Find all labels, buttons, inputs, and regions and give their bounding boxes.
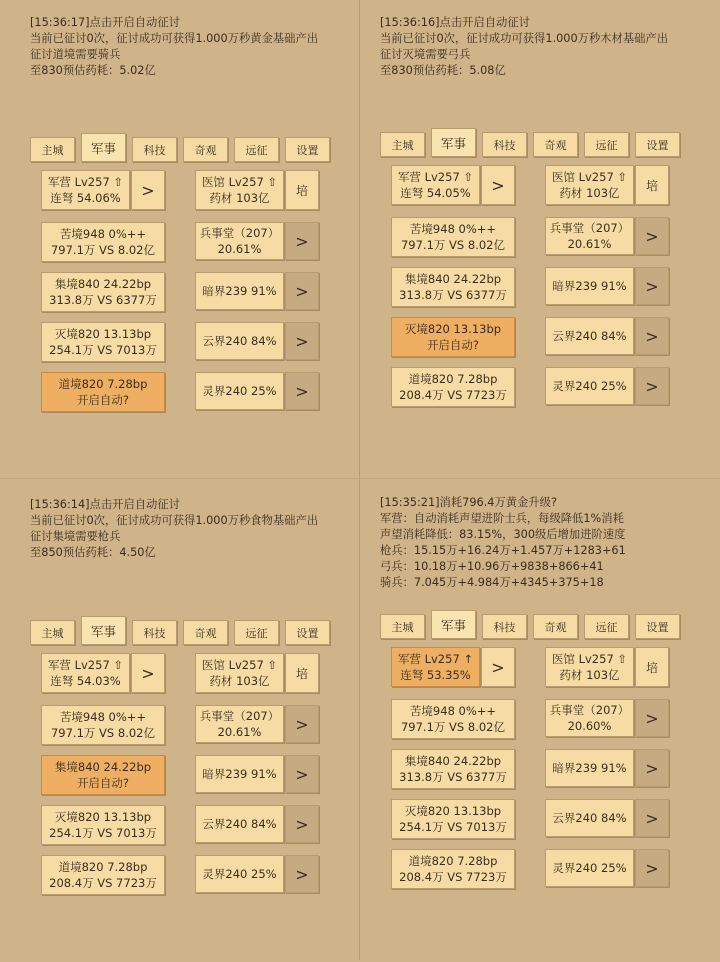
log-line: 征讨道境需要骑兵: [30, 48, 121, 61]
realm-name: 集境840 24.22bp: [54, 760, 152, 774]
right-item-2[interactable]: [545, 749, 634, 787]
log-line: 弓兵：10.18万+10.96万+9838+866+41: [380, 560, 604, 573]
tab-0[interactable]: 主城: [30, 620, 75, 645]
realm-button-1[interactable]: [391, 699, 515, 739]
tab-bar: [30, 620, 336, 645]
realm-name: 苦境948 0%++: [409, 704, 497, 718]
barracks-level: 军营 Lv257 ⇧: [47, 658, 124, 672]
realm-button-4[interactable]: [41, 855, 165, 895]
right-item-2[interactable]: [195, 755, 284, 793]
realm-button-3[interactable]: [391, 317, 515, 357]
realm-button-4[interactable]: [391, 367, 515, 407]
barracks-progress: 连弩 54.06%: [50, 191, 121, 205]
right-item-arrow-button[interactable]: >: [635, 317, 669, 355]
right-item-title: 兵事堂（207）: [549, 703, 630, 717]
tab-4[interactable]: 远征: [584, 132, 629, 157]
tab-4[interactable]: 远征: [584, 614, 629, 639]
right-item-arrow-button[interactable]: >: [635, 849, 669, 887]
right-item-title: 云界240 84%: [552, 811, 627, 825]
right-item-1[interactable]: [545, 699, 634, 737]
right-item-1[interactable]: [195, 705, 284, 743]
realm-stats: 313.8万 VS 6377万: [399, 288, 507, 302]
train-button[interactable]: 培: [285, 170, 319, 210]
game-panel-3: [0, 482, 360, 962]
clinic-button[interactable]: [195, 170, 284, 210]
tab-1[interactable]: 军事: [431, 610, 476, 639]
right-item-title: 兵事堂（207）: [199, 226, 280, 240]
realm-button-3[interactable]: [41, 322, 165, 362]
tab-5[interactable]: 设置: [285, 137, 330, 162]
log-line: [15:36:16]点击开启自动征讨: [380, 16, 530, 29]
right-item-2[interactable]: [195, 272, 284, 310]
right-item-3[interactable]: [545, 799, 634, 837]
right-item-value: 20.61%: [217, 242, 262, 256]
realm-name: 灭境820 13.13bp: [54, 327, 152, 341]
right-item-title: 云界240 84%: [552, 329, 627, 343]
realm-stats: 208.4万 VS 7723万: [49, 876, 157, 890]
barracks-level: 军营 Lv257 ⇧: [397, 170, 474, 184]
right-item-title: 灵界240 25%: [552, 861, 627, 875]
clinic-level: 医馆 Lv257 ⇧: [201, 658, 278, 672]
realm-button-2[interactable]: [41, 272, 165, 312]
realm-stats: 208.4万 VS 7723万: [399, 388, 507, 402]
realm-stats: 797.1万 VS 8.02亿: [50, 243, 155, 257]
tab-3[interactable]: 奇观: [183, 137, 228, 162]
right-item-title: 灵界240 25%: [552, 379, 627, 393]
realm-button-4[interactable]: [391, 849, 515, 889]
tab-0[interactable]: 主城: [30, 137, 75, 162]
clinic-level: 医馆 Lv257 ⇧: [201, 175, 278, 189]
log-line: [15:36:17]点击开启自动征讨: [30, 16, 180, 29]
tab-3[interactable]: 奇观: [183, 620, 228, 645]
right-item-title: 云界240 84%: [202, 817, 277, 831]
log-line: 声望消耗降低：83.15%，300级后增加进阶速度: [380, 528, 626, 541]
right-item-4[interactable]: [195, 372, 284, 410]
realm-stats: 开启自动?: [76, 776, 130, 790]
realm-button-1[interactable]: [391, 217, 515, 257]
right-item-value: 20.61%: [217, 725, 262, 739]
realm-button-3[interactable]: [41, 805, 165, 845]
tab-3[interactable]: 奇观: [533, 132, 578, 157]
right-item-arrow-button[interactable]: >: [285, 805, 319, 843]
right-item-title: 灵界240 25%: [202, 384, 277, 398]
tab-2[interactable]: 科技: [482, 132, 527, 157]
log-line: 至830预估药耗：5.08亿: [380, 64, 506, 77]
barracks-progress: 连弩 53.35%: [400, 668, 471, 682]
right-item-arrow-button[interactable]: >: [285, 705, 319, 743]
right-item-arrow-button[interactable]: >: [635, 749, 669, 787]
right-item-arrow-button[interactable]: >: [285, 272, 319, 310]
realm-stats: 开启自动?: [76, 393, 130, 407]
realm-name: 集境840 24.22bp: [404, 272, 502, 286]
realm-button-1[interactable]: [41, 705, 165, 745]
tab-bar: [380, 614, 686, 639]
right-item-title: 兵事堂（207）: [199, 709, 280, 723]
barracks-button[interactable]: [41, 170, 130, 210]
tab-5[interactable]: 设置: [635, 132, 680, 157]
train-button[interactable]: 培: [285, 653, 319, 693]
log-line: 骑兵：7.045万+4.984万+4345+375+18: [380, 576, 604, 589]
clinic-herbs: 药材 103亿: [559, 668, 620, 682]
right-item-value: 20.60%: [567, 719, 612, 733]
tab-1[interactable]: 军事: [81, 133, 126, 162]
tab-5[interactable]: 设置: [285, 620, 330, 645]
right-item-1[interactable]: [545, 217, 634, 255]
right-item-arrow-button[interactable]: >: [285, 322, 319, 360]
tab-2[interactable]: 科技: [482, 614, 527, 639]
realm-name: 苦境948 0%++: [59, 227, 147, 241]
barracks-progress: 连弩 54.05%: [400, 186, 471, 200]
game-panel-4: [350, 480, 710, 960]
clinic-level: 医馆 Lv257 ⇧: [551, 170, 628, 184]
tab-1[interactable]: 军事: [431, 128, 476, 157]
realm-name: 道境820 7.28bp: [58, 860, 148, 874]
realm-name: 灭境820 13.13bp: [404, 804, 502, 818]
barracks-level: 军营 Lv257 ⇧: [47, 175, 124, 189]
log-line: 当前已征讨0次，征讨成功可获得1.000万秒黄金基础产出: [30, 32, 319, 45]
log-line: 当前已征讨0次，征讨成功可获得1.000万秒木材基础产出: [380, 32, 669, 45]
tab-bar: [30, 137, 336, 162]
tab-5[interactable]: 设置: [635, 614, 680, 639]
realm-button-2[interactable]: [41, 755, 165, 795]
right-item-4[interactable]: [195, 855, 284, 893]
realm-stats: 797.1万 VS 8.02亿: [400, 720, 505, 734]
right-item-arrow-button[interactable]: >: [635, 217, 669, 255]
realm-stats: 254.1万 VS 7013万: [399, 820, 507, 834]
right-item-arrow-button[interactable]: >: [285, 372, 319, 410]
realm-stats: 254.1万 VS 7013万: [49, 343, 157, 357]
realm-stats: 797.1万 VS 8.02亿: [50, 726, 155, 740]
right-item-value: 20.61%: [567, 237, 612, 251]
clinic-button[interactable]: [195, 653, 284, 693]
clinic-button[interactable]: [545, 647, 634, 687]
tab-4[interactable]: 远征: [234, 620, 279, 645]
log-line: 军营：自动消耗声望进阶士兵，每级降低1%消耗: [380, 512, 624, 525]
barracks-level: 军营 Lv257 ↑: [397, 652, 474, 666]
right-item-title: 暗界239 91%: [552, 761, 627, 775]
realm-button-1[interactable]: [41, 222, 165, 262]
right-item-arrow-button[interactable]: >: [635, 699, 669, 737]
log-line: 枪兵：15.15万+16.24万+1.457万+1283+61: [380, 544, 626, 557]
barracks-arrow-button[interactable]: >: [131, 653, 165, 693]
realm-name: 苦境948 0%++: [409, 222, 497, 236]
realm-stats: 254.1万 VS 7013万: [49, 826, 157, 840]
train-button[interactable]: 培: [635, 647, 669, 687]
train-button[interactable]: 培: [635, 165, 669, 205]
right-item-arrow-button[interactable]: >: [285, 755, 319, 793]
right-item-arrow-button[interactable]: >: [285, 222, 319, 260]
clinic-herbs: 药材 103亿: [559, 186, 620, 200]
realm-name: 集境840 24.22bp: [54, 277, 152, 291]
barracks-arrow-button[interactable]: >: [481, 165, 515, 205]
right-item-arrow-button[interactable]: >: [635, 799, 669, 837]
realm-name: 集境840 24.22bp: [404, 754, 502, 768]
right-item-title: 兵事堂（207）: [549, 221, 630, 235]
tab-2[interactable]: 科技: [132, 620, 177, 645]
right-item-1[interactable]: [195, 222, 284, 260]
barracks-arrow-button[interactable]: >: [131, 170, 165, 210]
realm-stats: 开启自动?: [426, 338, 480, 352]
realm-button-4[interactable]: [41, 372, 165, 412]
right-item-4[interactable]: [545, 849, 634, 887]
tab-4[interactable]: 远征: [234, 137, 279, 162]
right-item-3[interactable]: [195, 805, 284, 843]
right-item-arrow-button[interactable]: >: [635, 267, 669, 305]
realm-name: 灭境820 13.13bp: [404, 322, 502, 336]
realm-button-3[interactable]: [391, 799, 515, 839]
realm-stats: 313.8万 VS 6377万: [399, 770, 507, 784]
right-item-3[interactable]: [545, 317, 634, 355]
log-message: [30, 15, 318, 79]
clinic-level: 医馆 Lv257 ⇧: [551, 652, 628, 666]
tab-1[interactable]: 军事: [81, 616, 126, 645]
log-message: [380, 15, 668, 79]
realm-name: 苦境948 0%++: [59, 710, 147, 724]
log-line: 至850预估药耗：4.50亿: [30, 546, 156, 559]
right-item-title: 暗界239 91%: [202, 767, 277, 781]
barracks-button[interactable]: [41, 653, 130, 693]
right-item-title: 云界240 84%: [202, 334, 277, 348]
log-line: [15:36:14]点击开启自动征讨: [30, 498, 180, 511]
right-item-title: 灵界240 25%: [202, 867, 277, 881]
realm-name: 道境820 7.28bp: [58, 377, 148, 391]
right-item-4[interactable]: [545, 367, 634, 405]
right-item-title: 暗界239 91%: [202, 284, 277, 298]
barracks-button[interactable]: [391, 647, 480, 687]
right-item-title: 暗界239 91%: [552, 279, 627, 293]
right-item-arrow-button[interactable]: >: [285, 855, 319, 893]
realm-stats: 208.4万 VS 7723万: [399, 870, 507, 884]
clinic-herbs: 药材 103亿: [209, 674, 270, 688]
game-panel-2: [350, 0, 710, 480]
log-line: 征讨集境需要枪兵: [30, 530, 121, 543]
log-message: [380, 495, 626, 591]
tab-bar: [380, 132, 686, 157]
clinic-button[interactable]: [545, 165, 634, 205]
tab-0[interactable]: 主城: [380, 614, 425, 639]
realm-name: 道境820 7.28bp: [408, 372, 498, 386]
log-line: 征讨灭境需要弓兵: [380, 48, 471, 61]
barracks-button[interactable]: [391, 165, 480, 205]
right-item-3[interactable]: [195, 322, 284, 360]
realm-button-2[interactable]: [391, 267, 515, 307]
log-line: 当前已征讨0次，征讨成功可获得1.000万秒食物基础产出: [30, 514, 319, 527]
tab-3[interactable]: 奇观: [533, 614, 578, 639]
realm-stats: 313.8万 VS 6377万: [49, 293, 157, 307]
realm-name: 道境820 7.28bp: [408, 854, 498, 868]
tab-2[interactable]: 科技: [132, 137, 177, 162]
log-line: [15:35:21]消耗796.4万黄金升级?: [380, 496, 557, 509]
realm-stats: 797.1万 VS 8.02亿: [400, 238, 505, 252]
log-message: [30, 497, 318, 561]
realm-button-2[interactable]: [391, 749, 515, 789]
clinic-herbs: 药材 103亿: [209, 191, 270, 205]
realm-name: 灭境820 13.13bp: [54, 810, 152, 824]
right-item-arrow-button[interactable]: >: [635, 367, 669, 405]
log-line: 至830预估药耗：5.02亿: [30, 64, 156, 77]
tab-0[interactable]: 主城: [380, 132, 425, 157]
game-panel-1: [0, 0, 360, 480]
barracks-progress: 连弩 54.03%: [50, 674, 121, 688]
right-item-2[interactable]: [545, 267, 634, 305]
barracks-arrow-button[interactable]: >: [481, 647, 515, 687]
